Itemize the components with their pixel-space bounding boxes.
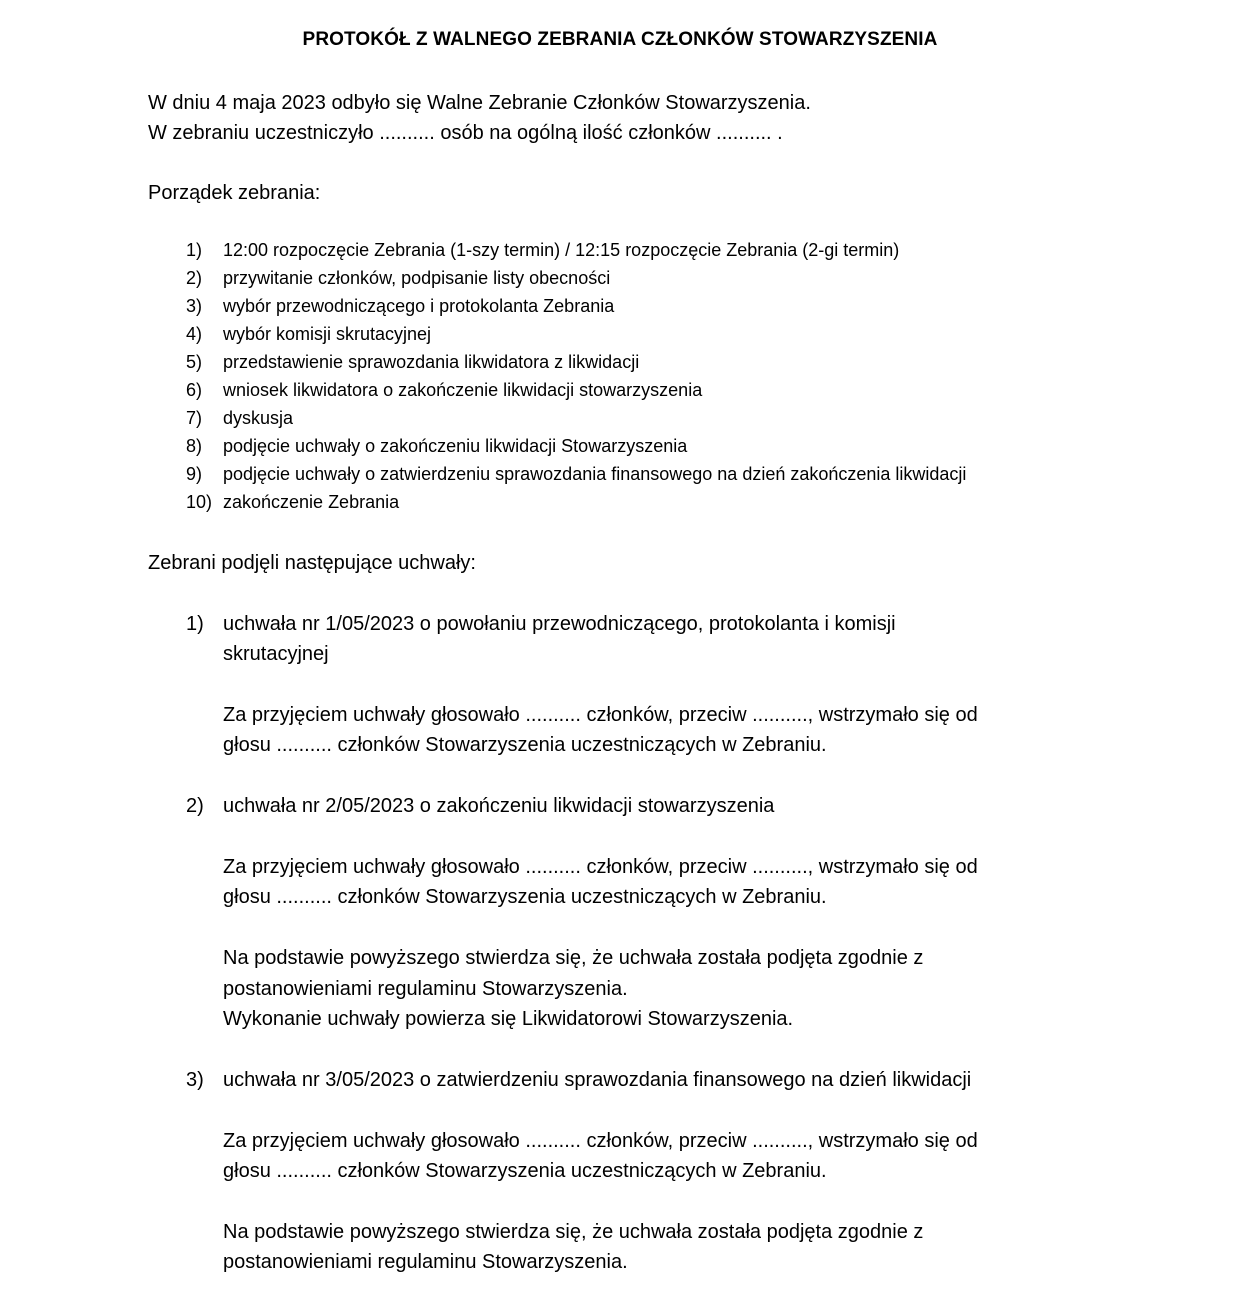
agenda-item-text: przedstawienie sprawozdania likwidatora z likwidacji [223,352,640,372]
resolution-basis-line-2: postanowieniami regulaminu Stowarzyszenia. [223,1251,628,1273]
resolution-vote-line-1: Za przyjęciem uchwały głosowało .......... członków, przeciw .........., wstrzymało się od [223,856,978,878]
agenda-item-number: 10) [186,492,213,512]
intro-line-1: W dniu 4 maja 2023 odbyło się Walne Zebranie Członków Stowarzyszenia. [148,92,811,114]
agenda-item-number: 9) [186,464,203,484]
resolution-basis-line-1: Na podstawie powyższego stwierdza się, że uchwała została podjęta zgodnie z [223,947,924,969]
document-title: PROTOKÓŁ Z WALNEGO ZEBRANIA CZŁONKÓW STOWARZYSZENIA [302,29,938,50]
agenda-item-number: 3) [186,296,203,316]
agenda-item-number: 8) [186,436,203,456]
agenda-item-text: dyskusja [223,408,294,428]
resolution-basis-line-2: postanowieniami regulaminu Stowarzyszenia. [223,978,628,1000]
resolution-vote-line-2: głosu .......... członków Stowarzyszenia uczestniczących w Zebraniu. [223,886,827,908]
resolutions-heading: Zebrani podjęli następujące uchwały: [148,552,476,574]
agenda-heading: Porządek zebrania: [148,182,321,204]
resolution-execution-line: Wykonanie uchwały powierza się Likwidatorowi Stowarzyszenia. [223,1008,794,1030]
agenda-item-text: wybór przewodniczącego i protokolanta Zebrania [223,296,615,316]
agenda-item-number: 4) [186,324,203,344]
resolution-vote-line-2: głosu .......... członków Stowarzyszenia uczestniczących w Zebraniu. [223,1160,827,1182]
resolution-basis-line-1: Na podstawie powyższego stwierdza się, że uchwała została podjęta zgodnie z [223,1221,924,1243]
resolution-title-line-1: uchwała nr 1/05/2023 o powołaniu przewodniczącego, protokolanta i komisji [223,613,896,635]
resolution-number: 2) [186,795,204,817]
resolution-title-line-1: uchwała nr 2/05/2023 o zakończeniu likwidacji stowarzyszenia [223,795,775,817]
resolution-vote-line-1: Za przyjęciem uchwały głosowało .......... członków, przeciw .........., wstrzymało się od [223,1130,978,1152]
agenda-item-number: 1) [186,240,203,260]
resolution-number: 3) [186,1069,204,1091]
agenda-item-text: podjęcie uchwały o zatwierdzeniu sprawozdania finansowego na dzień zakończenia likwidacji [223,464,967,484]
intro-line-2: W zebraniu uczestniczyło .......... osób na ogólną ilość członków .......... . [148,122,783,144]
agenda-item-text: zakończenie Zebrania [223,492,400,512]
agenda-item-number: 7) [186,408,203,428]
agenda-item-text: podjęcie uchwały o zakończeniu likwidacji Stowarzyszenia [223,436,688,456]
agenda-item-text: wybór komisji skrutacyjnej [223,324,432,344]
agenda-item-number: 5) [186,352,203,372]
resolution-title-line-1: uchwała nr 3/05/2023 o zatwierdzeniu sprawozdania finansowego na dzień likwidacji [223,1069,972,1091]
resolution-vote-line-1: Za przyjęciem uchwały głosowało .......... członków, przeciw .........., wstrzymało się od [223,704,978,726]
agenda-item-text: wniosek likwidatora o zakończenie likwidacji stowarzyszenia [223,380,703,400]
resolution-vote-line-2: głosu .......... członków Stowarzyszenia uczestniczących w Zebraniu. [223,734,827,756]
resolution-number: 1) [186,613,204,635]
resolution-title-line-2: skrutacyjnej [223,643,329,665]
agenda-item-text: przywitanie członków, podpisanie listy obecności [223,268,611,288]
agenda-item-text: 12:00 rozpoczęcie Zebrania (1-szy termin) / 12:15 rozpoczęcie Zebrania (2-gi termin) [223,240,900,260]
agenda-item-number: 6) [186,380,203,400]
agenda-item-number: 2) [186,268,203,288]
